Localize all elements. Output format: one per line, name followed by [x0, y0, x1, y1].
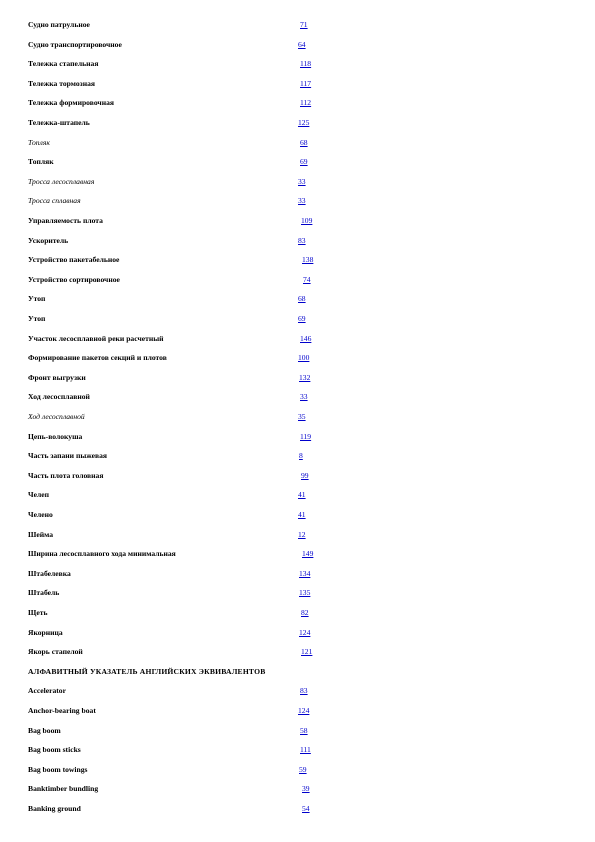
index-entry — [28, 488, 568, 502]
english-index-entry — [28, 763, 568, 777]
index-term: Цепь-волокуша — [28, 431, 83, 441]
index-entry — [28, 312, 568, 326]
index-term: Ход лесосплавной — [28, 412, 85, 421]
index-entry — [28, 175, 568, 189]
page-link[interactable]: 146 — [300, 333, 312, 343]
page-link[interactable]: 132 — [299, 372, 311, 382]
index-entry — [28, 351, 568, 365]
index-term: Судно патрульное — [28, 20, 90, 29]
index-term: Banktimber bundling — [28, 784, 99, 794]
page-link[interactable]: 83 — [298, 235, 306, 245]
index-term: Bag boom — [28, 725, 61, 735]
section-heading: АЛФАВИТНЫЙ УКАЗАТЕЛЬ АНГЛИЙСКИХ ЭКВИВАЛЕНТОВ — [28, 666, 266, 676]
index-entry — [28, 96, 568, 110]
index-term: Участок лесосплавной реки расчетный — [28, 333, 164, 343]
index-entry — [28, 508, 568, 522]
index-term: Часть плота головная — [28, 470, 104, 480]
english-index-entry — [28, 684, 568, 698]
page-link[interactable]: 8 — [299, 451, 303, 461]
page-link[interactable]: 68 — [300, 137, 308, 147]
page-link[interactable]: 121 — [301, 647, 313, 657]
page-link[interactable]: 68 — [298, 294, 306, 304]
index-term: Ход лесосплавной — [28, 392, 90, 402]
page-link[interactable]: 111 — [300, 745, 311, 755]
index-term: Утоп — [28, 294, 46, 304]
index-term: Топляк — [28, 157, 54, 167]
page-link[interactable]: 112 — [300, 98, 312, 108]
index-term: Якорь стапелой — [28, 647, 83, 657]
index-entry — [28, 273, 568, 287]
index-entry — [28, 626, 568, 640]
page-link[interactable]: 64 — [298, 39, 306, 49]
english-index-entry — [28, 782, 568, 796]
page-link[interactable]: 135 — [299, 588, 311, 598]
page-link[interactable]: 35 — [298, 412, 306, 421]
page-link[interactable]: 41 — [298, 490, 306, 500]
index-term: Тележка тормозная — [28, 78, 95, 88]
page-link[interactable]: 117 — [300, 78, 312, 88]
index-entry — [28, 547, 568, 561]
page-link[interactable]: 58 — [300, 725, 308, 735]
index-term: Шейма — [28, 529, 54, 539]
index-entry — [28, 469, 568, 483]
page-link[interactable]: 69 — [298, 314, 306, 323]
page-link[interactable]: 69 — [300, 157, 308, 167]
index-term: Формирование пакетов секций и плотов — [28, 353, 167, 363]
page-link[interactable]: 41 — [298, 510, 306, 519]
index-term: Bag boom sticks — [28, 745, 81, 755]
index-entry — [28, 234, 568, 248]
index-entry — [28, 528, 568, 542]
page-link[interactable]: 118 — [300, 59, 312, 69]
index-entry — [28, 449, 568, 463]
page-link[interactable]: 71 — [300, 20, 308, 29]
page-link[interactable]: 119 — [300, 431, 312, 441]
index-entry — [28, 136, 568, 150]
page-link[interactable]: 33 — [298, 196, 306, 206]
index-term: Управляемость плота — [28, 216, 103, 225]
index-term: Устройство сортировочное — [28, 274, 120, 284]
index-entry — [28, 390, 568, 404]
page-link[interactable]: 138 — [302, 255, 314, 265]
index-term: Banking ground — [28, 804, 81, 813]
index-term: Устройство пакетабельное — [28, 255, 120, 265]
english-index-entry — [28, 724, 568, 738]
index-entry — [28, 332, 568, 346]
index-term: Часть запани пыжевая — [28, 451, 108, 461]
index-term: Утоп — [28, 314, 46, 323]
index-term: Штабелевка — [28, 568, 71, 578]
page-link[interactable]: 39 — [302, 784, 310, 794]
page-link[interactable]: 125 — [298, 118, 310, 127]
page-link[interactable]: 99 — [301, 470, 309, 480]
index-entry — [28, 292, 568, 306]
index-entry — [28, 586, 568, 600]
index-term: Тележка стапельная — [28, 59, 99, 69]
index-entry — [28, 567, 568, 581]
index-entry — [28, 18, 568, 32]
english-index-entry — [28, 743, 568, 757]
index-entry — [28, 77, 568, 91]
index-term: Ускоритель — [28, 235, 69, 245]
page-link[interactable]: 124 — [299, 627, 311, 637]
index-term: Ширина лесосплавного хода минимальная — [28, 549, 176, 559]
index-entry — [28, 645, 568, 659]
index-entry — [28, 430, 568, 444]
page-link[interactable]: 54 — [302, 804, 310, 813]
index-term: Тележка формировочная — [28, 98, 114, 108]
index-entry — [28, 606, 568, 620]
page-link[interactable]: 74 — [303, 274, 311, 284]
index-term: Фронт выгрузки — [28, 372, 86, 382]
page-link[interactable]: 33 — [300, 392, 308, 402]
page-link[interactable]: 134 — [299, 568, 311, 578]
index-term: Bag boom towings — [28, 764, 88, 774]
index-entry — [28, 253, 568, 267]
index-entry — [28, 116, 568, 130]
index-entry — [28, 410, 568, 424]
index-entry — [28, 155, 568, 169]
index-term: Топляк — [28, 137, 50, 147]
index-term: Челеп — [28, 490, 49, 500]
index-term: Anchor-bearing boat — [28, 706, 96, 715]
page-link[interactable]: 82 — [301, 608, 309, 617]
page-link[interactable]: 149 — [302, 549, 314, 559]
index-term: Якорница — [28, 627, 63, 637]
index-term: Тележка-штапель — [28, 118, 90, 127]
index-entry — [28, 371, 568, 385]
page-link[interactable]: 83 — [300, 686, 308, 696]
page-link[interactable]: 33 — [298, 176, 306, 186]
index-term: Судно транспортировочное — [28, 39, 122, 49]
index-term: Щеть — [28, 608, 48, 617]
page-link[interactable]: 109 — [301, 216, 313, 225]
index-term: Accelerator — [28, 686, 66, 696]
english-index-entry — [28, 802, 568, 816]
index-entry — [28, 214, 568, 228]
index-entry — [28, 57, 568, 71]
index-term: Тросса лесосплавная — [28, 176, 95, 186]
index-term: Тросса сплавная — [28, 196, 81, 206]
page-link[interactable]: 100 — [298, 353, 310, 363]
index-term: Челено — [28, 510, 53, 519]
index-term: Штабель — [28, 588, 60, 598]
page-link[interactable]: 12 — [298, 529, 306, 539]
english-index-entry — [28, 704, 568, 718]
page-link[interactable]: 124 — [298, 706, 310, 715]
page-link[interactable]: 59 — [299, 764, 307, 774]
index-entry — [28, 194, 568, 208]
index-entry — [28, 38, 568, 52]
